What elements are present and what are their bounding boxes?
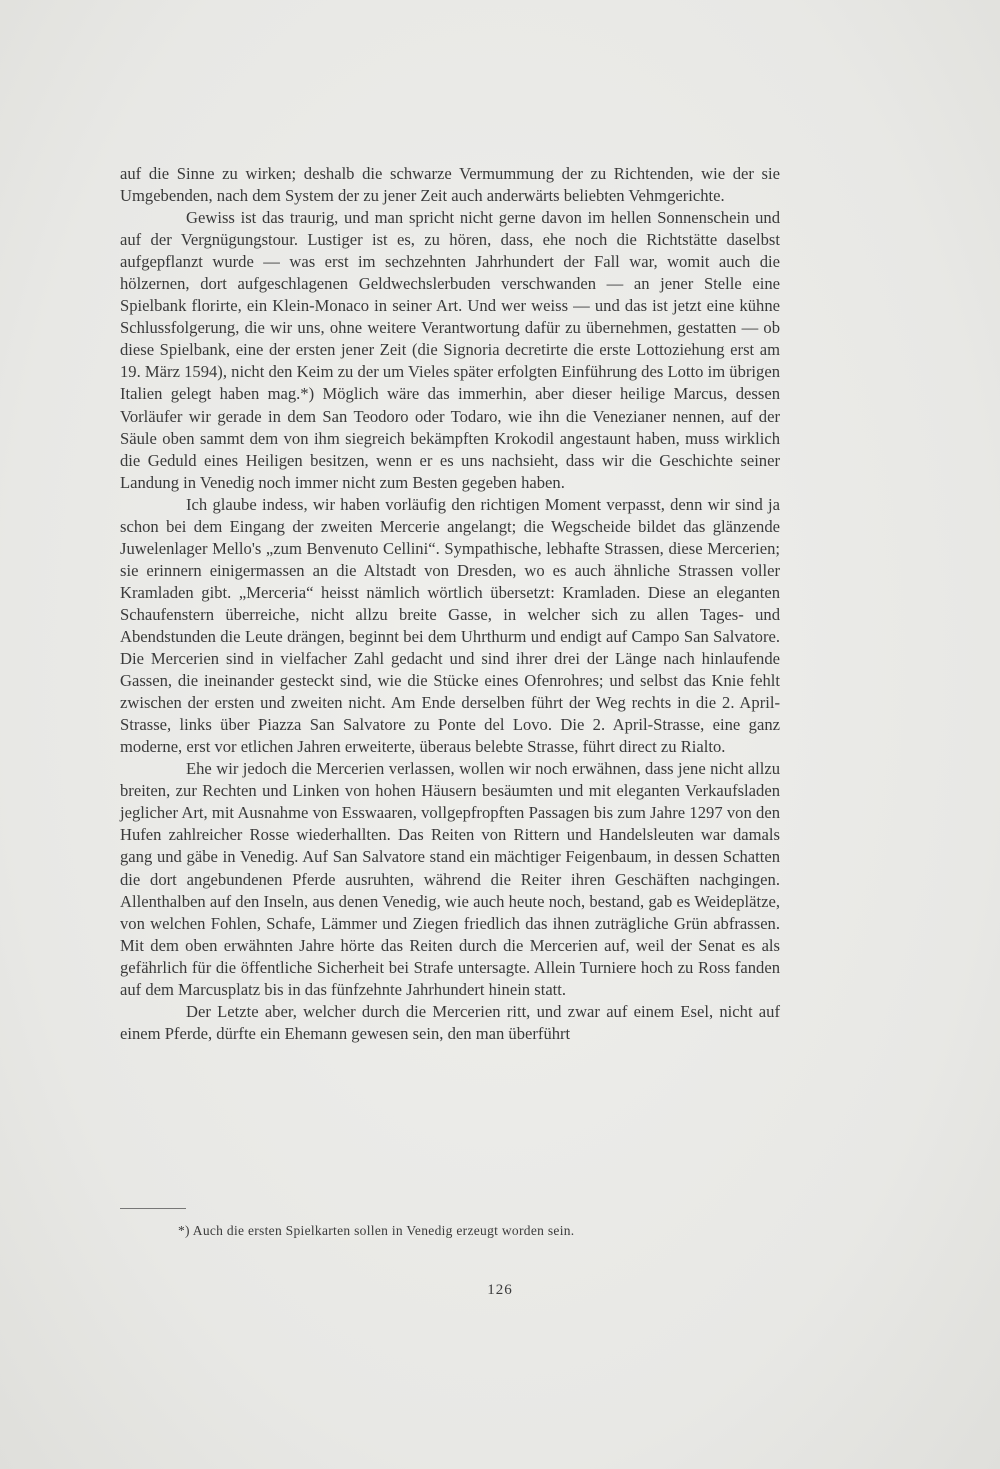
paragraph: Ich glaube indess, wir haben vorläufig den richtigen Moment verpasst, denn wir sind ja schon bei dem Eingang der zweiten Mercerie angelangt; die Wegscheide bildet das glänzende Juwelenlager Mello's „zum Benvenuto Cellini“. Sympathische, lebhafte Strassen, diese Mercerien; sie erinnern einigermassen an die Altstadt von Dresden, wo es auch ähnliche Strassen voller Kramladen gibt. „Merceria“ heisst nämlich wörtlich übersetzt: Kramladen. Diese an eleganten Schaufenstern überreiche, nicht allzu breite Gasse, in welcher sich zu allen Tages- und Abendstunden die Leute drängen, beginnt bei dem Uhrthurm und endigt auf Campo San Salvatore. Die Mercerien sind in vielfacher Zahl gedacht und sind ihrer drei der Länge nach hinlaufende Gassen, die ineinander gesteckt sind, wie die Stücke eines Ofenrohres; und selbst das Knie fehlt zwischen der ersten und zweiten nicht. Am Ende derselben führt der Weg rechts in die 2. April-Strasse, links über Piazza San Salvatore zu Ponte del Lovo. Die 2. April-Strasse, eine ganz moderne, erst vor etlichen Jahren erweiterte, überaus belebte Strasse, führt direct zu Rialto.: [120, 494, 780, 757]
paragraph: auf die Sinne zu wirken; deshalb die schwarze Vermummung der zu Richtenden, wie der sie Umgebenden, nach dem System der zu jener Zeit auch anderwärts beliebten Vehmgerichte.: [120, 164, 780, 206]
paragraph: Der Letzte aber, welcher durch die Mercerien ritt, und zwar auf einem Esel, nicht auf einem Pferde, dürfte ein Ehemann gewesen sein, den man überführt: [120, 1001, 780, 1043]
footnote-divider: [120, 1208, 186, 1209]
paragraph: Ehe wir jedoch die Mercerien verlassen, wollen wir noch erwähnen, dass jene nicht allzu breiten, zur Rechten und Linken von hohen Häusern besäumten und mit eleganten Verkaufsladen jeglicher Art, mit Ausnahme von Esswaaren, vollgepfropften Passagen bis zum Jahre 1297 von den Hufen zahlreicher Rosse wiederhallten. Das Reiten von Rittern und Handelsleuten war damals gang und gäbe in Venedig. Auf San Salvatore stand ein mächtiger Feigenbaum, in dessen Schatten die dort angebundenen Pferde ausruhten, während die Reiter ihren Geschäften nachgingen. Allenthalben auf den Inseln, aus denen Venedig, wie auch heute noch, bestand, gab es Weideplätze, von welchen Fohlen, Schafe, Lämmer und Ziegen friedlich das ihnen zuträgliche Grün abfrassen. Mit dem oben erwähnten Jahre hörte das Reiten durch die Mercerien auf, weil der Senat es als gefährlich für die öffentliche Sicherheit bei Strafe untersagte. Allein Turniere hoch zu Ross fanden auf dem Marcusplatz bis in das fünfzehnte Jahrhundert hinein statt.: [120, 759, 780, 999]
body-text: [120, 163, 780, 1045]
footnote: *) Auch die ersten Spielkarten sollen in Venedig erzeugt worden sein.: [178, 1223, 575, 1238]
page-number: 126: [487, 1282, 513, 1298]
paragraph: Gewiss ist das traurig, und man spricht nicht gerne davon im hellen Sonnenschein und auf der Vergnügungstour. Lustiger ist es, zu hören, dass, ehe noch die Richtstätte daselbst aufgepflanzt wurde — was erst im sechzehnten Jahrhundert der Fall war, womit auch die hölzernen, dort aufgeschlagenen Geldwechslerbuden verschwanden — an jener Stelle eine Spielbank florirte, ein Klein-Monaco in seiner Art. Und wer weiss — und das ist jetzt eine kühne Schlussfolgerung, die wir uns, ohne weitere Verantwortung dafür zu übernehmen, gestatten — ob diese Spielbank, eine der ersten jener Zeit (die Signoria decretirte die erste Lottoziehung erst am 19. März 1594), nicht den Keim zu der um Vieles später erfolgten Einführung des Lotto im übrigen Italien gelegt haben mag.*) Möglich wäre das immerhin, aber dieser heilige Marcus, dessen Vorläufer wir gerade in dem San Teodoro oder Todaro, wie ihn die Venezianer nennen, auf der Säule oben sammt dem von ihm siegreich bekämpften Krokodil angestaunt haben, muss wirklich die Geduld eines Heiligen besitzen, wenn er es uns nachsieht, dass wir die Geschichte seiner Landung in Venedig noch immer nicht zum Besten gegeben haben.: [120, 208, 780, 492]
